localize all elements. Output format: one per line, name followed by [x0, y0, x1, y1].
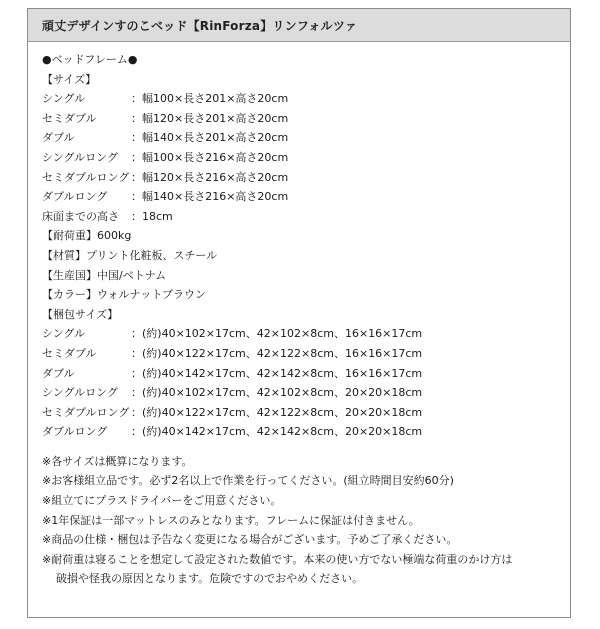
package-heading: 【梱包サイズ】 — [42, 307, 119, 321]
section-spacer — [42, 442, 560, 452]
package-row — [42, 403, 560, 423]
size-value: ：幅100×長さ216×高さ20cm — [131, 150, 289, 164]
note-item: ※商品の仕様・梱包は予告なく変更になる場合がございます。予めご了承ください。 — [42, 533, 458, 547]
package-label: シングル — [42, 327, 86, 341]
package-row — [42, 324, 560, 344]
size-row — [42, 128, 560, 148]
package-row — [42, 422, 560, 442]
package-label: セミダブルロング — [42, 405, 130, 419]
size-label: シングル — [42, 92, 86, 106]
size-value: ：幅140×長さ201×高さ20cm — [131, 131, 289, 145]
size-label: 床面までの高さ — [42, 209, 119, 223]
size-label: セミダブル — [42, 111, 97, 125]
package-label: シングルロング — [42, 386, 118, 400]
package-value: ：(約)40×142×17cm、42×142×8cm、20×20×18cm — [131, 425, 423, 439]
size-value: ：幅140×長さ216×高さ20cm — [131, 190, 289, 204]
note-item: ※耐荷重は寝ることを想定して設定された数値です。本来の使い方でない極端な荷重のかけ方は — [42, 552, 513, 566]
note-continuation: 破損や怪我の原因となります。危険ですのでおやめください。 — [56, 572, 364, 586]
size-heading: 【サイズ】 — [42, 72, 97, 86]
size-row — [42, 109, 560, 129]
note-item: ※お客様組立品です。必ず2名以上で作業を行ってください。(組立時間目安約60分) — [42, 474, 454, 488]
size-label: シングルロング — [42, 150, 118, 164]
load-spec: 【耐荷重】600kg — [42, 229, 132, 243]
package-value: ：(約)40×142×17cm、42×142×8cm、16×16×17cm — [131, 366, 423, 380]
spec-panel — [27, 8, 571, 618]
size-value: ：18cm — [131, 209, 173, 223]
package-value: ：(約)40×102×17cm、42×102×8cm、16×16×17cm — [131, 327, 423, 341]
size-row — [42, 187, 560, 207]
panel-header — [28, 9, 570, 42]
package-row — [42, 344, 560, 364]
product-title: 頑丈デザインすのこベッド【RinForza】リンフォルツァ — [42, 18, 358, 33]
package-value: ：(約)40×102×17cm、42×102×8cm、20×20×18cm — [131, 386, 423, 400]
package-label: ダブルロング — [42, 425, 108, 439]
package-row — [42, 364, 560, 384]
package-value: ：(約)40×122×17cm、42×122×8cm、20×20×18cm — [131, 405, 423, 419]
spec-content — [42, 50, 560, 589]
size-label: ダブル — [42, 131, 75, 145]
frame-heading: ●ベッドフレーム● — [42, 53, 138, 66]
package-label: セミダブル — [42, 346, 97, 360]
size-value: ：幅100×長さ201×高さ20cm — [131, 92, 289, 106]
package-row — [42, 383, 560, 403]
size-value: ：幅120×長さ201×高さ20cm — [131, 111, 289, 125]
color-spec: 【カラー】ウォルナットブラウン — [42, 288, 207, 302]
note-item: ※各サイズは概算になります。 — [42, 454, 193, 468]
size-value: ：幅120×長さ216×高さ20cm — [131, 170, 289, 184]
material-spec: 【材質】プリント化粧板、スチール — [42, 248, 218, 262]
size-label: ダブルロング — [42, 190, 108, 204]
package-value: ：(約)40×122×17cm、42×122×8cm、16×16×17cm — [131, 346, 423, 360]
note-item: ※1年保証は一部マットレスのみとなります。フレームに保証は付きません。 — [42, 513, 420, 527]
origin-spec: 【生産国】中国/ベトナム — [42, 268, 167, 282]
size-row — [42, 89, 560, 109]
size-row — [42, 148, 560, 168]
size-label: セミダブルロング — [42, 170, 130, 184]
note-item: ※組立てにプラスドライバーをご用意ください。 — [42, 494, 282, 508]
size-row — [42, 207, 560, 227]
package-label: ダブル — [42, 366, 75, 380]
size-row — [42, 168, 560, 188]
